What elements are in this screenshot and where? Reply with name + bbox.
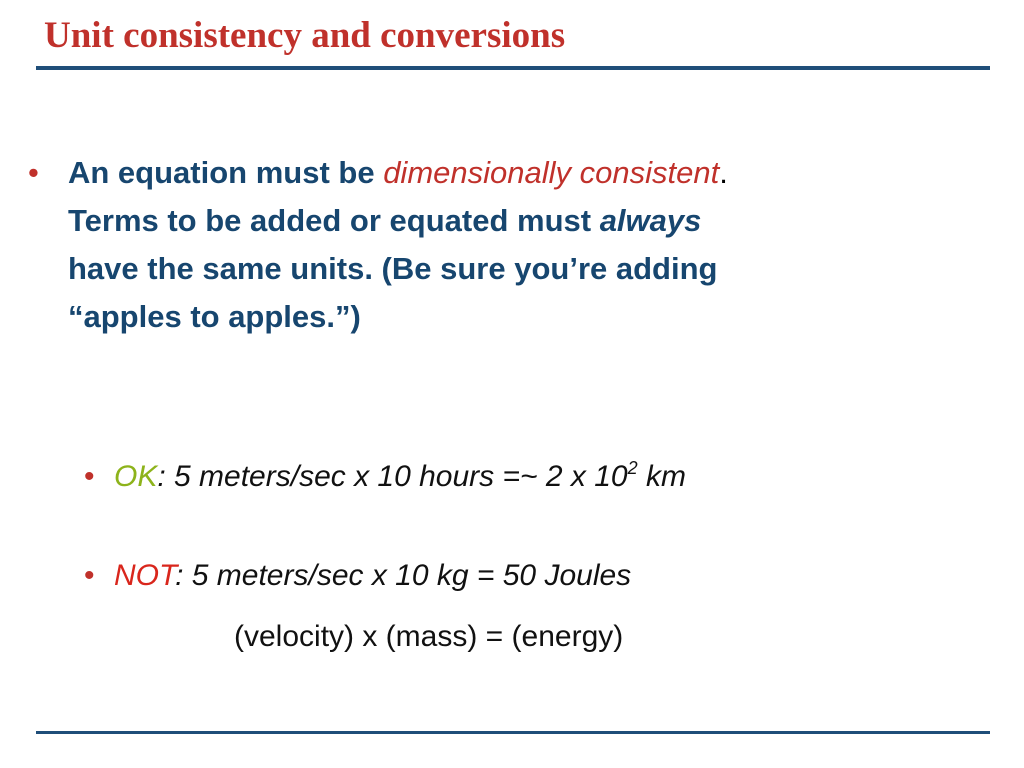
line1-suffix: . bbox=[719, 155, 728, 190]
bullet-marker: • bbox=[84, 460, 95, 493]
always-emphasis: always bbox=[599, 203, 702, 238]
main-bullet-line-3: have the same units. (Be sure you’re adding bbox=[68, 251, 718, 286]
dimensionally-consistent-emphasis: dimensionally consistent bbox=[383, 155, 720, 190]
not-example bbox=[84, 556, 631, 596]
main-bullet bbox=[28, 149, 928, 341]
ok-example-unit: km bbox=[637, 460, 686, 493]
not-example-text: : 5 meters/sec x 10 kg = 50 Joules bbox=[175, 559, 632, 592]
bullet-marker: • bbox=[28, 155, 39, 190]
ok-example bbox=[84, 448, 686, 497]
line1-prefix: An equation must be bbox=[68, 155, 384, 190]
exponent: 2 bbox=[627, 458, 638, 478]
main-bullet-line-1 bbox=[68, 149, 928, 197]
main-bullet-line-2 bbox=[68, 197, 928, 245]
slide-title: Unit consistency and conversions bbox=[44, 15, 566, 56]
title-divider bbox=[36, 66, 990, 70]
not-label: NOT bbox=[114, 559, 176, 592]
bullet-marker: • bbox=[84, 559, 95, 592]
line2-prefix: Terms to be added or equated must bbox=[68, 203, 600, 238]
main-bullet-text bbox=[68, 149, 928, 341]
dimension-note: (velocity) x (mass) = (energy) bbox=[234, 620, 624, 653]
footer-divider bbox=[36, 731, 990, 734]
ok-example-text: : 5 meters/sec x 10 hours =~ 2 x 10 bbox=[157, 460, 628, 493]
ok-label: OK bbox=[114, 460, 158, 493]
main-bullet-line-4: “apples to apples.”) bbox=[68, 299, 361, 334]
